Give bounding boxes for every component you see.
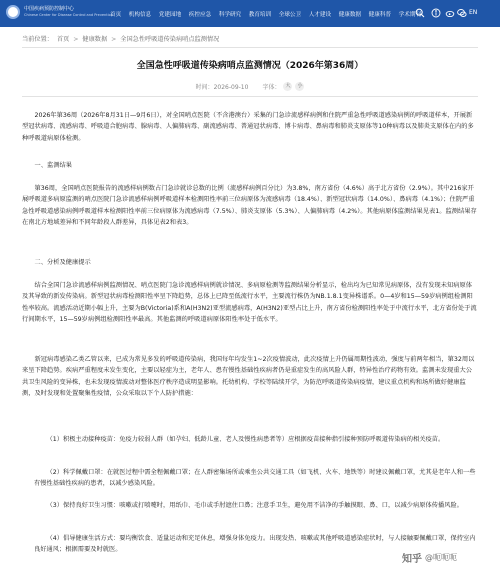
nav-item-talent[interactable]: 人才建设 (308, 11, 332, 18)
main-nav (110, 0, 429, 27)
nav-item-institution[interactable]: 机构信息 (128, 11, 152, 18)
intro-paragraph: 2026年第36周（2026年8月31日—9月6日），对全国哨点医院（不含港澳台）采集的门急诊流感样病例和住院严重急性呼吸道感染病例的呼吸道样本，开展新型冠状病毒、流感病毒、呼吸道合胞病毒、腺病毒、人偏肺病毒、副流感病毒、普通冠状病毒、博卡病毒、鼻病毒和肺炎支原体等10种病毒以及肺炎支原体在内的多种呼吸道病原体检测。 (22, 112, 474, 142)
date-label: 时间： (195, 84, 214, 91)
section-heading-analysis (22, 257, 478, 268)
font-size-label: 字体： (262, 84, 281, 91)
nav-item-health-data[interactable]: 健康数据 (338, 11, 362, 18)
breadcrumb-home[interactable]: 首页 (56, 36, 70, 43)
results-paragraph: 第36周，全国哨点医院报告的流感样病例数占门急诊就诊总数的比例（流感样病例百分比）为3.8%，南方省份（4.6%）高于北方省份（2.9%）。其中216家开展呼吸道多病原监测的哨点医院门急诊流感样病例呼吸道样本检测阳性率前三位病原体为流感病毒（18.4%）、新型冠状病毒（14.0%）、鼻病毒（4.1%）；住院严重急性呼吸道感染病例呼吸道样本检测阳性率前三位病原体为流感病毒（7.5%）、肺炎支原体（5.3%）、人偏肺病毒（4.2%）。其他病原体监测结果见表1。监测结果存在南北方地域差异和不同年龄段人群差异，具体见表2和表3。 (22, 185, 477, 227)
results-section (22, 183, 478, 229)
zhihu-watermark (402, 550, 457, 565)
nav-item-global-health[interactable]: 全球公卫 (278, 11, 302, 18)
breadcrumb-separator: > (111, 36, 117, 43)
nav-item-health-science[interactable]: 健康科普 (368, 11, 392, 18)
section-heading: 一、监测结果 (34, 162, 72, 169)
section-heading: 二、分析及健康提示 (34, 259, 91, 266)
list-item: （4）倡导健康生活方式：要均衡饮食、适量运动和充足休息，增强身体免疫力。出现发热、咳嗽或其他呼吸道感染症状时，与人接触要佩戴口罩，保持室内良好通风；根据需要及时就医。 (34, 535, 476, 554)
list-item: （1）积极主动接种疫苗：免疫力较弱人群（如孕妇、低龄儿童、老人及慢性病患者等）应根据疫苗接种指引接种预防呼吸道传染病的相关疫苗。 (46, 436, 445, 443)
breadcrumb-prefix: 当前位置： (22, 36, 53, 43)
analysis-section (22, 280, 478, 326)
date-value: 2026-09-10 (213, 84, 249, 91)
nav-item-research[interactable]: 科学研究 (218, 11, 242, 18)
list-item: （3）保持良好卫生习惯：咳嗽或打喷嚏时，用纸巾、毛巾或手肘遮住口鼻；注意手卫生，避免用不洁净的手触摸眼、鼻、口，以减少病原体传播风险。 (46, 502, 463, 509)
nav-item-emergency[interactable]: 疾控应急 (188, 11, 212, 18)
article-meta (0, 82, 500, 91)
advice-list (22, 434, 478, 445)
covid-paragraph: 新冠病毒感染乙类乙管以来，已成为常见多发的呼吸道传染病，我国每年均发生1~2次疫情波动，此次疫情上升仍属周期性波动，强度与前两年相当，第32周以来呈下降趋势。疾病严重程度未发生变化，主要以轻症为主，老年人、患有慢性基础性疾病者仍是重症发生的高风险人群，特异性治疗药物有效。监测未发现重大公共卫生风险的变异株，也未发现疫情波动对整体医疗秩序造成明显影响。托幼机构、学校等陆续开学，为防范呼吸道传染病疫情，建议重点机构和场所做好健康监测，及时发现和处置聚集性疫情，公众采取以下个人防护措施： (22, 356, 475, 398)
title-divider (22, 96, 478, 97)
publish-date (196, 82, 249, 91)
site-logo[interactable] (6, 5, 113, 19)
list-item: （2）科学佩戴口罩：在就医过程中需全程佩戴口罩；在人群密集场所或乘坐公共交通工具（如飞机、火车、地铁等）时建议佩戴口罩，尤其是老年人和一些有慢性基础性疾病的患者，以减少感染风险。 (34, 469, 476, 488)
watermark-brand: 知乎 (402, 554, 422, 565)
advice-list (22, 467, 478, 490)
logo-title: 中国疾病预防控制中心 (24, 6, 75, 12)
nav-item-home[interactable]: 首页 (110, 11, 122, 18)
font-size-small-button[interactable]: 小 (297, 83, 303, 89)
accessibility-icon[interactable] (431, 8, 441, 18)
weibo-icon[interactable] (445, 8, 455, 18)
breadcrumb-health-data[interactable]: 健康数据 (82, 36, 108, 43)
nav-item-education[interactable]: 教育培训 (248, 11, 272, 18)
logo-subtitle: Chinese Center for Disease Control and Prevention (24, 13, 113, 17)
breadcrumb-separator: > (73, 36, 79, 43)
covid-section (22, 354, 478, 400)
cdc-emblem-icon (6, 5, 20, 19)
page-title: 全国急性呼吸道传染病哨点监测情况（2026年第36周） (136, 61, 364, 71)
top-navigation-bar (0, 0, 500, 27)
font-size-large-button[interactable]: 大 (285, 83, 291, 89)
article-intro (22, 110, 478, 144)
watermark-author: @呃呃呃 (425, 553, 457, 562)
advice-list (22, 500, 478, 511)
section-heading-results (22, 160, 478, 171)
nav-item-party[interactable]: 党建园地 (158, 11, 182, 18)
search-icon[interactable] (415, 8, 425, 18)
breadcrumb (22, 34, 221, 43)
nav-item-journals[interactable]: 学术期刊 (398, 11, 422, 18)
analysis-paragraph: 结合全国门急诊流感样病例监测情况、哨点医院门急诊流感样病例就诊情况、多病原检测等监测结果分析显示，检出均为已知常见病原体，没有发现未知病原体及其导致的新发传染病。新型冠状病毒检测阳性率呈下降趋势，总体上已降至低流行水平，主要流行株仍为NB.1.8.1变异株谱系。0—4岁和15—59岁病例组检测阳性率较高。流感活动近期小幅上升，主要为B(Victoria)系和A(H3N2)亚型流感病毒，A(H3N2)亚型占比上升，南方省份检测阳性率处于中流行水平，北方省份处于流行间期水平，15—59岁病例组检测阳性率最高。其他监测的呼吸道病原体阳性率处于低水平。 (22, 282, 477, 324)
language-switch[interactable]: EN (469, 9, 478, 16)
breadcrumb-current: 全国急性呼吸道传染病哨点监测情况 (120, 36, 220, 43)
breadcrumb-divider (22, 47, 478, 48)
wechat-icon[interactable] (457, 8, 467, 18)
logo-text (24, 6, 113, 18)
